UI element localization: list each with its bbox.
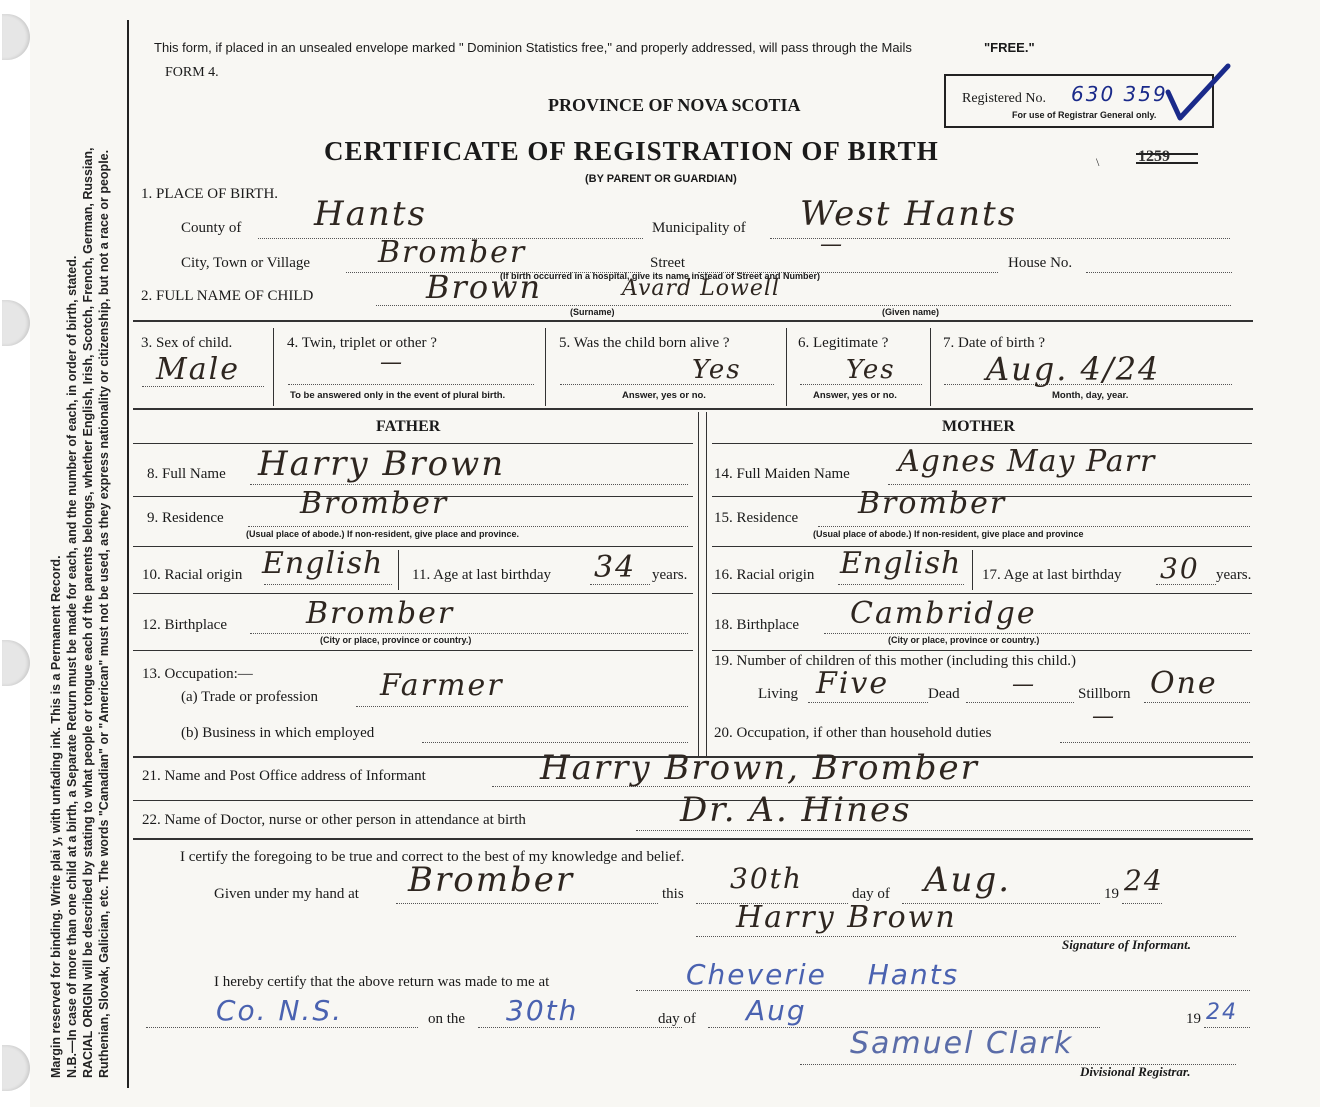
mother-racial-label: 16. Racial origin [714,567,815,583]
row-rule [133,650,693,651]
mother-birthplace-line [824,633,1250,634]
stillborn-line [1144,702,1250,703]
dead-line [966,702,1074,703]
years-label: years. [652,567,688,583]
column-rule [972,550,973,590]
tick-mark: \ [1096,155,1100,169]
column-rule [545,328,546,406]
children-count-label: 19. Number of children of this mother (including this child.) [714,653,1077,669]
father-birthplace-label: 12. Birthplace [142,617,227,633]
given-under-label: Given under my hand at [214,886,359,902]
mail-free: "FREE." [984,40,1035,55]
father-name-line [250,484,688,485]
punch-hole [2,640,30,686]
county-label: County of [181,220,242,236]
given-month-value: Aug. [924,860,1012,900]
row-rule [133,593,693,594]
registered-number: 630 359 [1071,82,1168,106]
this-label: this [662,886,684,902]
city-value: Bromber [378,235,527,270]
legitimate-value: Yes [846,355,896,385]
mother-birthplace-label: 18. Birthplace [714,617,799,633]
registrar-year-value: 24 [1206,1000,1238,1025]
mother-occupation-value: — [1092,704,1116,729]
father-birthplace-value: Bromber [306,596,455,631]
father-residence-value: Bromber [300,486,449,521]
mother-occupation-label: 20. Occupation, if other than household duties [714,725,992,741]
trade-label: (a) Trade or profession [181,689,319,705]
column-rule [398,550,399,590]
father-age-value: 34 [594,550,637,585]
informant-value: Harry Brown, Bromber [540,748,979,788]
registered-label: Registered No. [962,91,1046,106]
doctor-line [636,830,1250,831]
given-name-caption: (Given name) [882,307,940,317]
mother-racial-line [838,584,964,585]
informant-label: 21. Name and Post Office address of Informant [142,768,426,784]
given-day-value: 30th [730,862,803,895]
registrar-place-value: Cheverie Hants [686,958,960,991]
crossed-number: 1259 [1138,148,1170,165]
province-heading: PROVINCE OF NOVA SCOTIA [548,95,801,115]
answer-note: Answer, yes or no. [813,390,897,401]
margin-note-line: RACIAL ORIGIN will be described by stating to what people or tongue each of the parents belongs, whether English, Irish, Scotch, French, German, Russian, [81,147,95,1078]
sex-label: 3. Sex of child. [141,335,233,351]
mother-residence-label: 15. Residence [714,510,799,526]
section-divider [133,320,1253,322]
row-rule [712,593,1252,594]
punch-hole [2,1045,30,1091]
given-year-line [1122,903,1162,904]
mother-name-value: Agnes May Parr [898,444,1156,479]
mother-name-line [888,484,1250,485]
municipality-label: Municipality of [652,220,746,236]
father-birthplace-line [250,633,688,634]
city-label: City, Town or Village [181,255,311,271]
margin-note-line: Margin reserved for binding. Write plai y, with unfading ink. This is a Permanent Record. [49,555,63,1078]
registrar-note: For use of Registrar General only. [1012,110,1157,120]
stillborn-label: Stillborn [1078,686,1131,702]
punch-hole [2,300,30,346]
mother-occupation-line [1060,742,1250,743]
mother-birthplace-value: Cambridge [850,596,1037,631]
living-value: Five [816,666,890,701]
father-heading: FATHER [376,418,441,435]
father-abode-note: (Usual place of abode.) If non-resident, give place and province. [246,529,520,539]
father-mother-divider [706,412,707,756]
mother-abode-note: (Usual place of abode.) If non-resident, give place and province [813,529,1084,539]
column-rule [273,328,274,406]
answer-note: Answer, yes or no. [622,390,706,401]
father-city-note: (City or place, province or country.) [320,635,472,645]
house-number-label: House No. [1008,255,1073,271]
street-value: — [820,232,844,257]
business-line [422,742,688,743]
stillborn-value: One [1150,666,1218,701]
hospital-note: (If birth occurred in a hospital, give its name instead of Street and Number) [500,271,821,281]
registrar-year-line [1204,1027,1250,1028]
divisional-registrar-caption: Divisional Registrar. [1080,1064,1191,1079]
mother-residence-value: Bromber [858,486,1007,521]
mother-heading: MOTHER [942,418,1015,435]
margin-instructions [48,18,112,1078]
mother-age-label: 17. Age at last birthday [982,567,1122,583]
business-label: (b) Business in which employed [181,725,375,741]
father-mother-divider [698,412,699,756]
trade-line [356,706,688,707]
dob-value: Aug. 4/24 [986,350,1161,388]
day-of-label-2: day of [658,1011,696,1027]
mail-notice: This form, if placed in an unsealed envelope marked " Dominion Statistics free," and properly addressed, will pass through the Mails [154,40,912,55]
occupation-label: 13. Occupation:— [142,666,253,682]
registrar-month-value: Aug [746,994,807,1027]
mother-age-value: 30 [1160,552,1200,585]
registrar-certify-label: I hereby certify that the above return was made to me at [214,974,550,990]
street-label: Street [650,255,685,271]
registrar-signature: Samuel Clark [850,1026,1074,1061]
twin-line [288,384,534,385]
father-residence-line [248,526,688,527]
mother-residence-line [818,526,1250,527]
given-year-value: 24 [1124,864,1164,897]
row-rule [712,650,1252,651]
informant-signature: Harry Brown [736,900,957,935]
registrar-county-line [146,1027,418,1028]
row-rule [712,546,1252,547]
born-alive-line [560,384,774,385]
signature-informant-caption: Signature of Informant. [1062,937,1191,952]
binding-rule [127,20,129,1088]
certify-statement: I certify the foregoing to be true and correct to the best of my knowledge and belief. [180,849,685,865]
registrar-day-value: 30th [506,994,579,1027]
strike-line [1136,153,1198,155]
father-residence-label: 9. Residence [147,510,224,526]
dob-label: 7. Date of birth ? [943,335,1046,351]
column-rule [786,328,787,406]
year-prefix-label: 19 [1104,886,1119,902]
twin-note: To be answered only in the event of plural birth. [290,390,506,401]
father-name-value: Harry Brown [258,444,506,484]
born-alive-label: 5. Was the child born alive ? [559,335,730,351]
year-prefix-label-2: 19 [1186,1011,1201,1027]
house-number-line [1086,272,1232,273]
binding-margin [0,0,30,1107]
legitimate-label: 6. Legitimate ? [798,335,889,351]
born-alive-value: Yes [692,355,742,385]
form-number: FORM 4. [165,65,219,80]
certificate-subtitle: (BY PARENT OR GUARDIAN) [585,173,737,185]
certificate-title: CERTIFICATE OF REGISTRATION OF BIRTH [324,136,939,166]
dead-value: — [1012,672,1036,697]
margin-note-line: Ruthenian, Slovak, Galician, etc. The words "Canadian" or "American" must not be used, as they express nationality or citizenship, but not a race or people. [97,149,111,1078]
child-name-label: 2. FULL NAME OF CHILD [141,288,314,304]
municipality-value: West Hants [800,194,1018,234]
check-mark-icon [1162,62,1232,124]
section-divider [133,408,1253,410]
strike-line [1136,162,1198,164]
row-rule [133,546,693,547]
mother-name-label: 14. Full Maiden Name [714,466,850,482]
day-of-label: day of [852,886,890,902]
registrar-county-value: Co. N.S. [216,994,344,1027]
child-given-name-value: Avard Lowell [622,276,780,301]
mother-racial-value: English [840,546,962,581]
mother-city-note: (City or place, province or country.) [888,635,1040,645]
punch-hole [2,14,30,60]
place-of-birth-label: 1. PLACE OF BIRTH. [141,186,279,202]
given-place-value: Bromber [408,860,575,900]
father-racial-label: 10. Racial origin [142,567,243,583]
given-place-line [396,903,658,904]
on-the-label: on the [428,1011,466,1027]
father-racial-value: English [262,546,384,581]
section-divider [133,838,1253,840]
living-label: Living [758,686,798,702]
child-surname-value: Brown [426,268,543,306]
margin-note-line: N.B.—In case of more than one child at a birth, a Separate Return must be made for each, and the number of each, in order of birth, stated. [65,255,79,1078]
father-racial-line [264,584,392,585]
surname-caption: (Surname) [570,307,615,317]
county-value: Hants [314,194,427,234]
column-rule [930,328,931,406]
years-label: years. [1216,567,1252,583]
doctor-label: 22. Name of Doctor, nurse or other person in attendance at birth [142,812,526,828]
dob-caption: Month, day, year. [1052,390,1129,401]
registrar-day-line [478,1027,682,1028]
father-age-label: 11. Age at last birthday [412,567,551,583]
sex-value: Male [156,352,240,387]
doctor-value: Dr. A. Hines [680,790,912,830]
father-name-label: 8. Full Name [147,466,226,482]
living-line [808,702,928,703]
twin-label: 4. Twin, triplet or other ? [287,335,437,351]
trade-value: Farmer [380,668,504,703]
twin-value: — [380,350,404,375]
dead-label: Dead [928,686,960,702]
